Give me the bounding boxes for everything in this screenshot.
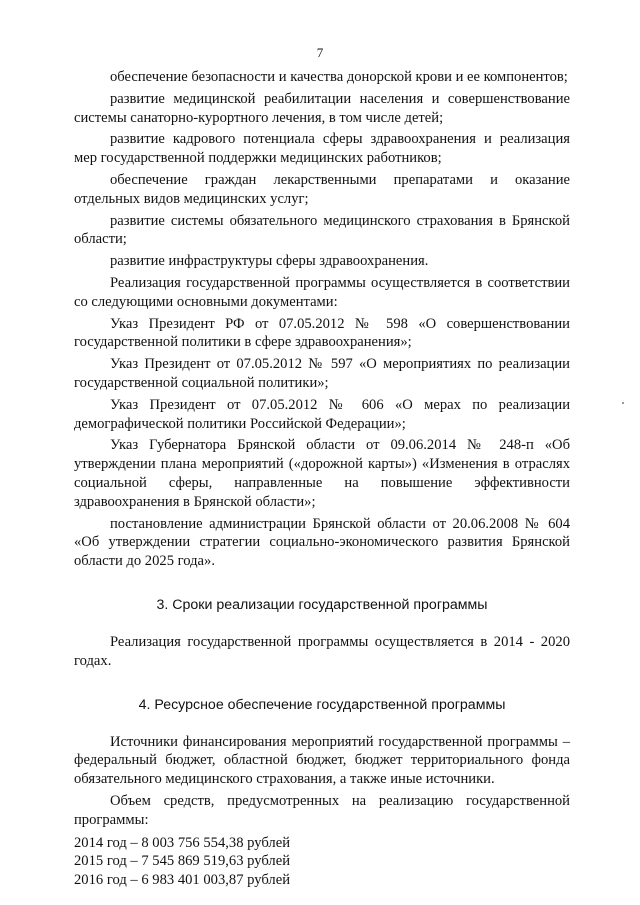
- paragraph: Указ Президент от 07.05.2012 № 597 «О мероприятиях по реализации государственной социальной политики»;: [74, 356, 570, 391]
- paragraph: Указ Губернатора Брянской области от 09.06.2014 № 248-п «Об утверждении плана мероприятий («дорожной карты») «Изменения в отраслях социальной сферы, направленные на повышение эффективности здравоохранения в Брянской области»;: [74, 437, 570, 510]
- section-3-text: Реализация государственной программы осуществляется в 2014 - 2020 годах.: [74, 633, 570, 669]
- section-4-text: Источники финансирования мероприятий государственной программы – федеральный бюджет, областной бюджет, бюджет территориального фонда обязательного медицинского страхования, а также иные источники.: [74, 733, 570, 788]
- paragraph: развитие инфраструктуры сферы здравоохранения.: [110, 253, 429, 270]
- funding-item: 2015 год – 7 545 869 519,63 рублей: [74, 853, 290, 870]
- scan-mark: [622, 402, 624, 404]
- paragraph: развитие кадрового потенциала сферы здравоохранения и реализация мер государственной поддержки медицинских работников;: [74, 131, 570, 167]
- paragraph: постановление администрации Брянской области от 20.06.2008 № 604 «Об утверждении стратегии социально-экономического развития Брянской области до 2025 года».: [74, 515, 570, 570]
- section-4-text: Объем средств, предусмотренных на реализацию государственной программы:: [74, 792, 570, 828]
- funding-item: 2016 год – 6 983 401 003,87 рублей: [74, 872, 290, 889]
- paragraph: обеспечение граждан лекарственными препаратами и оказание отдельных видов медицинских услуг;: [74, 171, 570, 207]
- section-heading-timeline: 3. Сроки реализации государственной программы: [156, 596, 488, 613]
- paragraph: обеспечение безопасности и качества донорской крови и ее компонентов;: [110, 69, 568, 85]
- section-heading-resources: 4. Ресурсное обеспечение государственной программы: [138, 696, 506, 713]
- funding-item: 2014 год – 8 003 756 554,38 рублей: [74, 834, 290, 851]
- page-number: 7: [316, 45, 324, 60]
- paragraph: Реализация государственной программы осуществляется в соответствии со следующими основными документами:: [74, 274, 570, 310]
- document-body: [74, 68, 570, 890]
- paragraph: Указ Президент от 07.05.2012 № 606 «О мерах по реализации демографической политики Российской Федерации»;: [74, 396, 570, 432]
- paragraph: развитие медицинской реабилитации населения и совершенствование системы санаторно-курортного лечения, в том числе детей;: [74, 90, 570, 126]
- paragraph: Указ Президент РФ от 07.05.2012 № 598 «О совершенствовании государственной политики в сфере здравоохранения»;: [74, 315, 570, 351]
- funding-list: [74, 834, 570, 890]
- paragraph: развитие системы обязательного медицинского страхования в Брянской области;: [74, 212, 570, 248]
